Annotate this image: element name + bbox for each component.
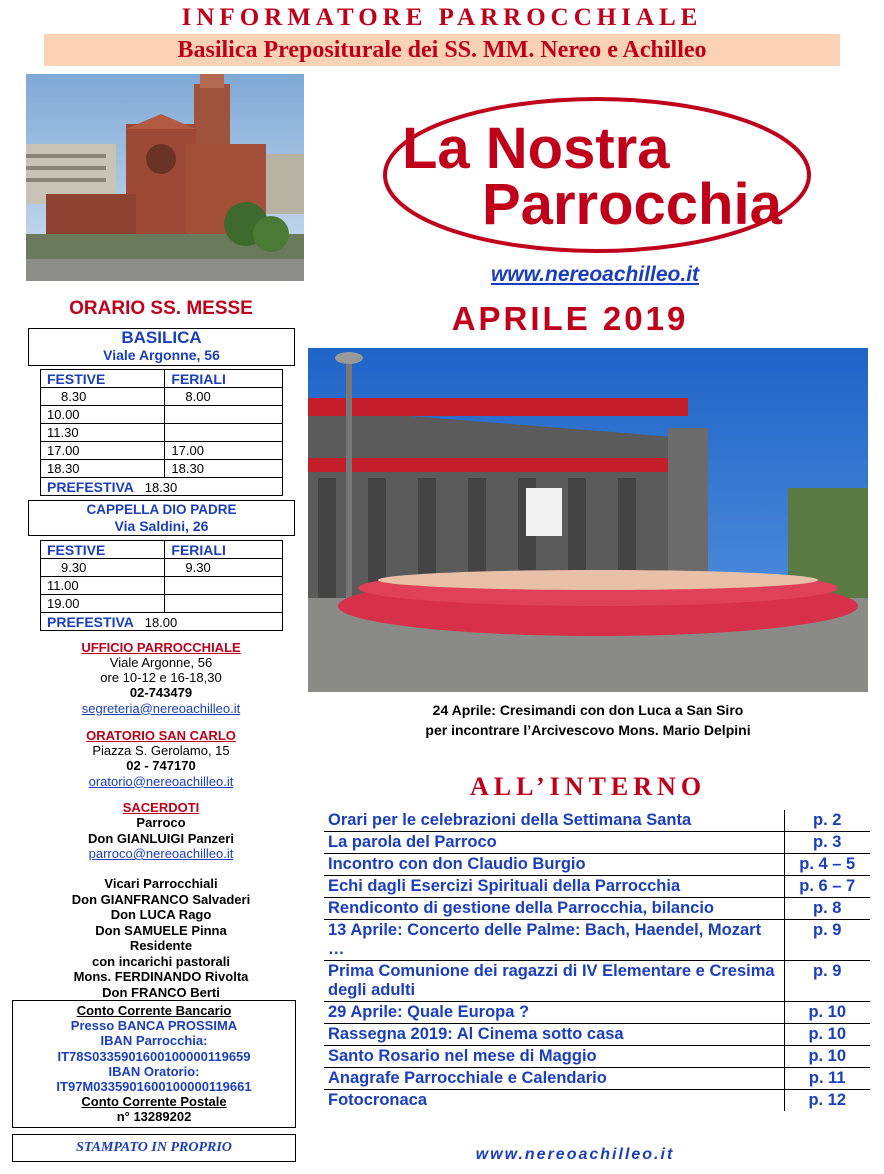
- toc-item[interactable]: Fotocronaca: [328, 1091, 428, 1109]
- cappella-box: [28, 500, 295, 536]
- toc-row: [324, 832, 870, 854]
- printed-note: STAMPATO IN PROPRIO: [12, 1134, 296, 1162]
- vicari-label: Vicari Parrocchiali: [104, 876, 218, 891]
- residente-1: Mons. FERDINANDO Rivolta: [73, 969, 249, 984]
- toc-item[interactable]: Rendiconto di gestione della Parrocchia, bilancio: [324, 898, 784, 920]
- table-cell: 18.30: [165, 460, 283, 478]
- church-photo: [26, 74, 304, 281]
- ufficio-hours: ore 10-12 e 16-18,30: [100, 670, 222, 685]
- iban-parrocchia-label: IBAN Parrocchia:: [100, 1033, 208, 1049]
- residente-desc: con incarichi pastorali: [92, 953, 230, 969]
- iban-oratorio: IT97M0335901600100000119661: [56, 1079, 252, 1095]
- toc-page: p. 9: [784, 920, 870, 961]
- toc-item[interactable]: 29 Aprile: Quale Europa ?: [324, 1002, 784, 1024]
- ufficio-section: [26, 640, 296, 717]
- toc-item[interactable]: Echi dagli Esercizi Spirituali della Parrocchia: [324, 876, 784, 898]
- ufficio-address: Viale Argonne, 56: [109, 655, 213, 670]
- toc-row: [324, 876, 870, 898]
- contents-title: ALL’INTERNO: [469, 772, 707, 801]
- table-cell: [165, 406, 283, 424]
- basilica-prefestiva-label: PREFESTIVA: [47, 478, 134, 495]
- iban-oratorio-label: IBAN Oratorio:: [108, 1063, 200, 1079]
- parroco-email[interactable]: parroco@nereoachilleo.it: [88, 846, 234, 861]
- postale-label: Conto Corrente Postale: [81, 1094, 227, 1110]
- table-cell: 10.00: [41, 406, 165, 424]
- table-cell: 17.00: [165, 442, 283, 460]
- website-link-top[interactable]: www.nereoachilleo.it: [490, 263, 700, 286]
- basilica-box: [28, 328, 295, 366]
- table-cell: 11.30: [41, 424, 165, 442]
- table-cell: 18.30: [41, 460, 165, 478]
- sacerdoti-section: [26, 800, 296, 1000]
- toc-page: p. 10: [784, 1024, 870, 1046]
- newsletter-title: INFORMATORE PARROCCHIALE: [181, 4, 703, 31]
- bank-box: [12, 1000, 296, 1128]
- toc-page: p. 6 – 7: [784, 876, 870, 898]
- table-cell: [165, 424, 283, 442]
- bank-name: Presso BANCA PROSSIMA: [70, 1018, 238, 1034]
- cappella-name: CAPPELLA DIO PADRE: [86, 502, 237, 517]
- residente-label: Residente: [129, 938, 193, 953]
- toc-page: p. 8: [784, 898, 870, 920]
- basilica-prefestiva: [41, 478, 283, 496]
- basilica-head-festive: FESTIVE: [41, 370, 165, 388]
- website-link-bottom[interactable]: www.nereoachilleo.it: [475, 1146, 675, 1163]
- toc-item[interactable]: La parola del Parroco: [324, 832, 784, 854]
- vicario-1: Don GIANFRANCO Salvaderi: [71, 891, 251, 907]
- toc-page: p. 2: [784, 810, 870, 832]
- photo-caption: [308, 700, 868, 740]
- basilica-mass-table: [40, 369, 283, 496]
- toc-row: [324, 1046, 870, 1068]
- toc-row: [324, 1024, 870, 1046]
- oratorio-section: [26, 728, 296, 790]
- ufficio-phone: 02-743479: [129, 685, 193, 700]
- photo-caption-line1: 24 Aprile: Cresimandi con don Luca a San Siro: [432, 702, 744, 718]
- basilica-prefestiva-time: 18.30: [144, 479, 178, 495]
- toc-row: [324, 1090, 870, 1112]
- table-cell: 8.00: [165, 388, 283, 406]
- toc-row: [324, 898, 870, 920]
- table-cell: 17.00: [41, 442, 165, 460]
- iban-parrocchia: IT78S0335901600100000119659: [57, 1048, 251, 1064]
- oratorio-address: Piazza S. Gerolamo, 15: [92, 743, 230, 758]
- logo-line2: Parrocchia: [482, 172, 782, 237]
- oratorio-email[interactable]: oratorio@nereoachilleo.it: [88, 773, 234, 789]
- table-cell: 11.00: [41, 577, 165, 595]
- table-cell: [165, 577, 283, 595]
- table-cell: 9.30: [165, 559, 283, 577]
- cappella-address: Via Saldini, 26: [114, 518, 209, 534]
- table-cell: 9.30: [41, 559, 165, 577]
- issue-date: APRILE 2019: [451, 300, 689, 337]
- basilica-subtitle: Basilica Prepositurale dei SS. MM. Nereo e Achilleo: [44, 34, 840, 66]
- toc-item[interactable]: Orari per le celebrazioni della Settimana Santa: [324, 810, 784, 832]
- toc-item[interactable]: 13 Aprile: Concerto delle Palme: Bach, Haendel, Mozart …: [324, 920, 784, 961]
- basilica-name: BASILICA: [121, 328, 202, 347]
- toc-row: [324, 1002, 870, 1024]
- residente-2: Don FRANCO Berti: [102, 984, 220, 1000]
- toc-item[interactable]: Prima Comunione dei ragazzi di IV Elementare e Cresima degli adulti: [324, 961, 784, 1002]
- cappella-head-feriali: FERIALI: [165, 541, 283, 559]
- ufficio-email[interactable]: segreteria@nereoachilleo.it: [81, 700, 241, 716]
- postale-number: n° 13289202: [116, 1109, 192, 1125]
- toc-page: p. 4 – 5: [784, 854, 870, 876]
- vicario-2: Don LUCA Rago: [110, 907, 212, 922]
- cappella-mass-table: [40, 540, 283, 631]
- masses-title: ORARIO SS. MESSE: [69, 298, 253, 319]
- toc-row: [324, 1068, 870, 1090]
- toc-page: p. 9: [784, 961, 870, 1002]
- cappella-head-festive: FESTIVE: [41, 541, 165, 559]
- toc-page: p. 11: [784, 1068, 870, 1090]
- basilica-head-feriali: FERIALI: [165, 370, 283, 388]
- toc-row: [324, 854, 870, 876]
- toc-item[interactable]: Santo Rosario nel mese di Maggio: [324, 1046, 784, 1068]
- cappella-prefestiva: [41, 613, 283, 631]
- toc-item[interactable]: Anagrafe Parrocchiale e Calendario: [324, 1068, 784, 1090]
- toc-page: p. 10: [784, 1046, 870, 1068]
- photo-caption-line2: per incontrare l’Arcivescovo Mons. Mario Delpini: [425, 722, 751, 738]
- toc-item[interactable]: Incontro con don Claudio Burgio: [324, 854, 784, 876]
- logo-line1: La Nostra: [402, 116, 670, 181]
- stadium-group-photo: [308, 348, 868, 692]
- toc-page: p. 10: [784, 1002, 870, 1024]
- parroco-name: Don GIANLUIGI Panzeri: [88, 830, 234, 846]
- cappella-prefestiva-time: 18.00: [144, 614, 178, 630]
- toc-row: [324, 920, 870, 961]
- parroco-label: Parroco: [136, 815, 186, 830]
- oratorio-phone: 02 - 747170: [126, 758, 196, 773]
- toc-page: p. 3: [784, 832, 870, 854]
- table-cell: 8.30: [41, 388, 165, 406]
- table-cell: 19.00: [41, 595, 165, 613]
- cappella-prefestiva-label: PREFESTIVA: [47, 613, 134, 630]
- ufficio-title: UFFICIO PARROCCHIALE: [81, 640, 241, 655]
- bank-title: Conto Corrente Bancario: [76, 1003, 232, 1018]
- vicario-3: Don SAMUELE Pinna: [95, 922, 227, 938]
- toc-page: p. 12: [784, 1090, 870, 1112]
- toc-item[interactable]: Rassegna 2019: Al Cinema sotto casa: [324, 1024, 784, 1046]
- toc-row: [324, 961, 870, 1002]
- table-cell: [165, 595, 283, 613]
- toc-row: [324, 810, 870, 832]
- basilica-address: Viale Argonne, 56: [103, 347, 220, 363]
- contents-table: [324, 810, 870, 1111]
- sacerdoti-title: SACERDOTI: [122, 800, 200, 815]
- oratorio-title: ORATORIO SAN CARLO: [86, 728, 236, 743]
- la-nostra-parrocchia-logo: [382, 96, 812, 254]
